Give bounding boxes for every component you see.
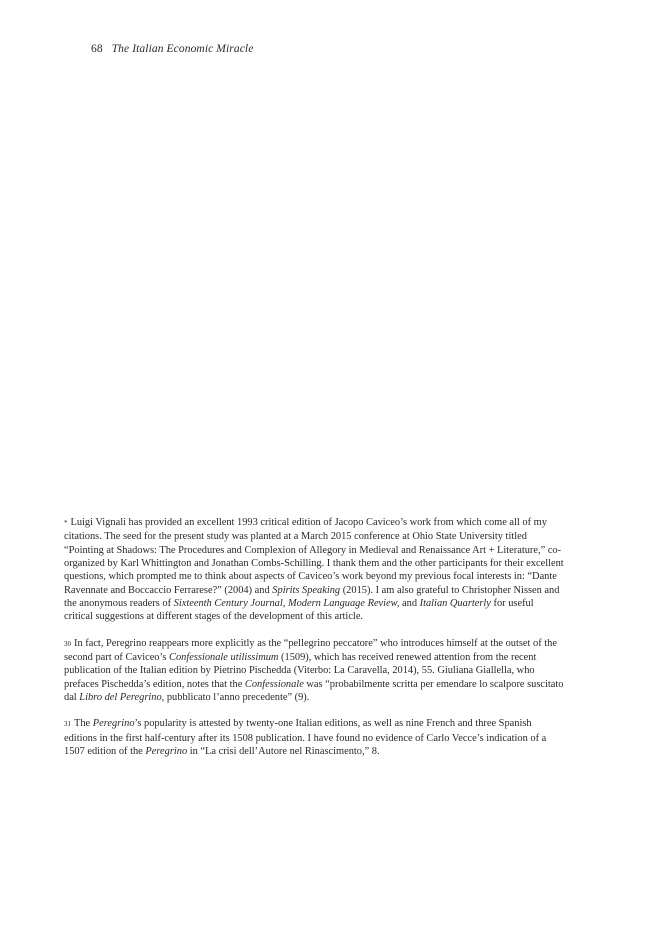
page-number: 68 <box>91 43 103 55</box>
footnote-text: Sixteenth Century Journal <box>173 598 283 610</box>
footnote-text: Peregrino <box>92 718 135 730</box>
footnote-text: , pubblicato l’anno precedente” (9). <box>161 692 310 704</box>
footnote-31 <box>64 717 564 758</box>
footnote-text: Peregrino <box>145 746 188 758</box>
footnote-number: 31 <box>64 720 71 729</box>
footnote-text: In fact, Peregrino reappears more explicitly as the “pellegrino peccatore” who introduces himself at the outset of the second part of Caviceo’s <box>64 637 557 664</box>
footnote-asterisk <box>64 516 564 624</box>
running-header <box>91 43 253 55</box>
footnote-text: (2015). I am also grateful to Christopher Nissen and the anonymous readers of <box>64 584 560 610</box>
footnote-text: (1509), which has received renewed attention from the recent publication of the Italian edition by Pietrino Pischedda (Viterbo: La Caravella, 2014), 55. Giuliana Giallella, who prefaces Pischedda’s edition, notes that the <box>64 652 537 690</box>
footnote-text: Spirits Speaking <box>272 584 341 596</box>
footnote-number: 30 <box>64 639 71 648</box>
footnote-text: ’s popularity is attested by twenty-one Italian editions, as well as nine French and three Spanish editions in the first half-century after its 1508 publication. I have found no evidence of Carlo Vecce’s indication of a 1507 edition of the <box>64 718 547 758</box>
footnote-text: Confessionale utilissimum <box>169 652 279 664</box>
footnote-text: for useful critical suggestions at different stages of the development of this article. <box>64 598 534 623</box>
footnote-text: was “probabilmente scritta per emendare lo scalpore suscitato dal <box>64 678 564 704</box>
footnote-text: Italian Quarterly <box>419 598 491 610</box>
footnote-number: * <box>64 519 68 527</box>
footnote-text: Modern Language Review, <box>287 598 400 610</box>
footnote-text: Confessionale <box>244 678 304 690</box>
footnote-text: in “La crisi dell’Autore nel Rinascimento,” 8. <box>187 746 380 758</box>
footnote-text: , <box>282 598 288 610</box>
footnote-text: and <box>399 598 420 610</box>
footnote-30 <box>64 637 564 705</box>
footnote-text: Libro del Peregrino <box>79 692 162 704</box>
footnote-text: The <box>74 718 93 730</box>
footnotes-section <box>64 516 564 772</box>
footnote-text: Luigi Vignali has provided an excellent 1993 critical edition of Jacopo Caviceo’s work from which come all of my citations. The seed for the present study was planted at a March 2015 conference at Ohio State University titled “Pointing at Shadows: The Procedures and Complexion of Allegory in Medieval and Renaissance Art + Literature,” co-organized by Karl Whittington and Jonathan Combs-Schilling. I thank them and the other participants for their excellent questions, which prompted me to think about aspects of Caviceo’s work beyond my previous focal interests in: “Dante Ravennate and Boccaccio Ferrarese?” (2004) and <box>64 517 564 596</box>
book-title: The Italian Economic Miracle <box>111 43 254 55</box>
